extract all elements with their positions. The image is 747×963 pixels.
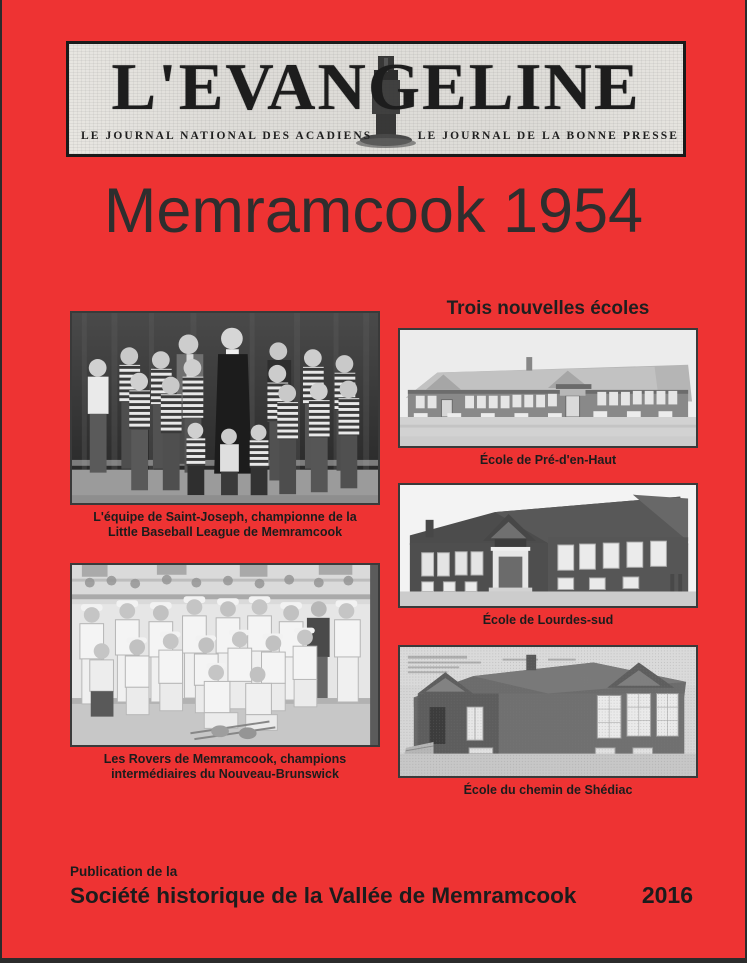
ecole-lourdes-sud-building-photo xyxy=(398,483,698,608)
masthead-subtitle-left: LE JOURNAL NATIONAL DES ACADIENS xyxy=(81,130,373,142)
masthead-subtitle-right: LE JOURNAL DE LA BONNE PRESSE xyxy=(417,130,679,142)
figure-saint-joseph-team xyxy=(70,311,380,540)
figure-caption: École de Pré-d'en-Haut xyxy=(479,453,617,467)
figure-caption xyxy=(70,752,380,782)
rovers-baseball-team-photo xyxy=(70,563,380,747)
figure-ecole-pre-den-haut xyxy=(398,328,698,468)
figure-caption: École de Lourdes-sud xyxy=(482,613,614,627)
caption-line-1: L'équipe de Saint-Joseph, championne de la xyxy=(93,510,357,524)
schools-section-heading: Trois nouvelles écoles xyxy=(446,298,650,319)
ecole-chemin-de-shediac-building-photo xyxy=(398,645,698,778)
masthead-title: L'EVANGELINE xyxy=(111,50,641,124)
publisher-prefix: Publication de la xyxy=(70,864,178,879)
cover-title: Memramcook 1954 xyxy=(103,176,644,246)
figure-ecole-chemin-de-shediac xyxy=(398,645,698,798)
caption-line-1: Les Rovers de Memramcook, champions xyxy=(103,752,347,766)
caption-line-2: Little Baseball League de Memramcook xyxy=(107,525,343,539)
figure-caption: École du chemin de Shédiac xyxy=(463,783,633,797)
ecole-pre-den-haut-building-photo xyxy=(398,328,698,448)
figure-ecole-lourdes-sud xyxy=(398,483,698,628)
publication-year: 2016 xyxy=(641,882,693,908)
caption-line-2: intermédiaires du Nouveau-Brunswick xyxy=(111,767,339,781)
saint-joseph-little-league-team-photo xyxy=(70,311,380,505)
publisher-block xyxy=(70,863,701,911)
figure-caption xyxy=(70,510,380,540)
figure-rovers-team xyxy=(70,563,380,782)
publisher-name: Société historique de la Vallée de Memramcook xyxy=(70,883,577,908)
publisher-row xyxy=(70,880,701,911)
evangeline-masthead xyxy=(66,41,686,157)
